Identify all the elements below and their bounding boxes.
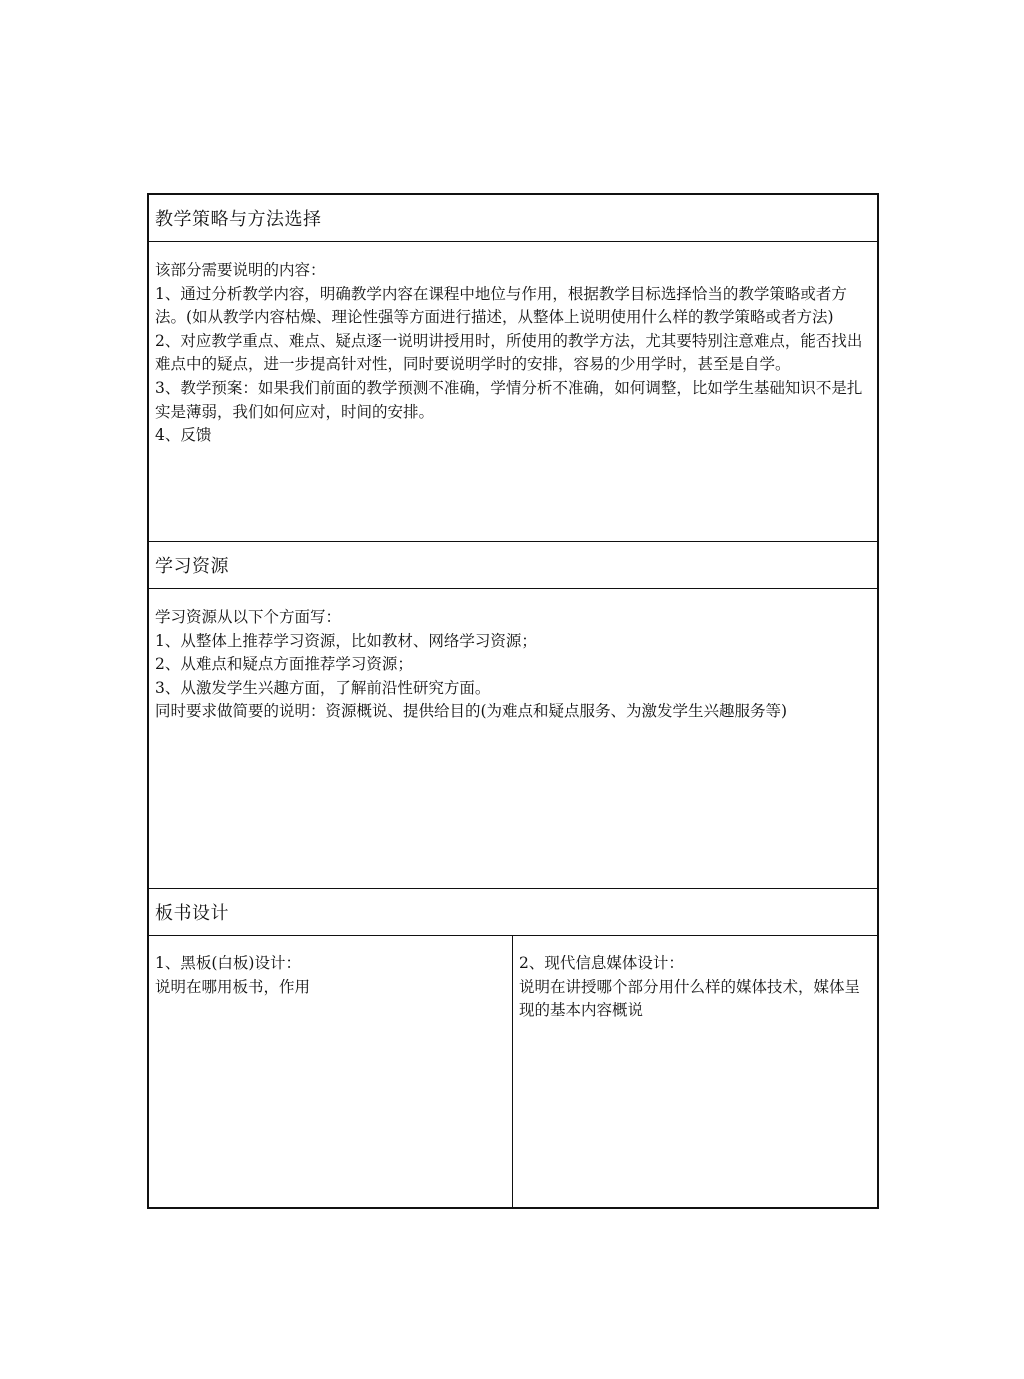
lesson-plan-table bbox=[147, 193, 879, 1209]
media-design-title: 2、现代信息媒体设计： bbox=[519, 954, 684, 972]
resources-line-note: 同时要求做简要的说明：资源概说、提供给目的(为难点和疑点服务、为激发学生兴趣服务等) bbox=[155, 702, 788, 721]
strategy-line-3: 3、教学预案：如果我们前面的教学预测不准确，学情分析不准确，如何调整，比如学生基础知识不是扎实是薄弱，我们如何应对，时间的安排。 bbox=[155, 378, 863, 421]
strategy-line-intro: 该部分需要说明的内容： bbox=[155, 261, 326, 279]
strategy-line-4: 4、反馈 bbox=[155, 426, 212, 445]
blackboard-design-cell bbox=[149, 936, 513, 1207]
resources-line-2: 2、从难点和疑点方面推荐学习资源； bbox=[155, 655, 413, 674]
board-title: 板书设计 bbox=[155, 903, 229, 924]
strategy-title: 教学策略与方法选择 bbox=[155, 209, 322, 230]
resources-line-intro: 学习资源从以下个方面写： bbox=[155, 608, 342, 626]
resources-heading bbox=[149, 542, 877, 589]
strategy-heading bbox=[149, 195, 877, 242]
media-design-note: 说明在讲授哪个部分用什么样的媒体技术，媒体呈现的基本内容概说 bbox=[519, 977, 861, 1020]
blackboard-design-title: 1、黑板(白板)设计： bbox=[155, 954, 301, 972]
resources-title: 学习资源 bbox=[155, 556, 229, 577]
board-body bbox=[149, 936, 877, 1207]
resources-line-1: 1、从整体上推荐学习资源，比如教材、网络学习资源； bbox=[155, 631, 537, 650]
strategy-line-2: 2、对应教学重点、难点、疑点逐一说明讲授用时，所使用的教学方法，尤其要特别注意难点，能否找出难点中的疑点，进一步提高针对性，同时要说明学时的安排，容易的少用学时，甚至是自学。 bbox=[155, 331, 863, 374]
blackboard-design-note: 说明在哪用板书，作用 bbox=[155, 977, 311, 996]
media-design-cell bbox=[513, 936, 877, 1207]
strategy-line-1: 1、通过分析教学内容，明确教学内容在课程中地位与作用，根据教学目标选择恰当的教学策略或者方法。(如从教学内容枯燥、理论性强等方面进行描述，从整体上说明使用什么样的教学策略或者方法) bbox=[155, 284, 847, 327]
resources-body bbox=[149, 589, 877, 889]
strategy-body bbox=[149, 242, 877, 542]
resources-line-3: 3、从激发学生兴趣方面，了解前沿性研究方面。 bbox=[155, 678, 491, 697]
board-heading bbox=[149, 889, 877, 936]
